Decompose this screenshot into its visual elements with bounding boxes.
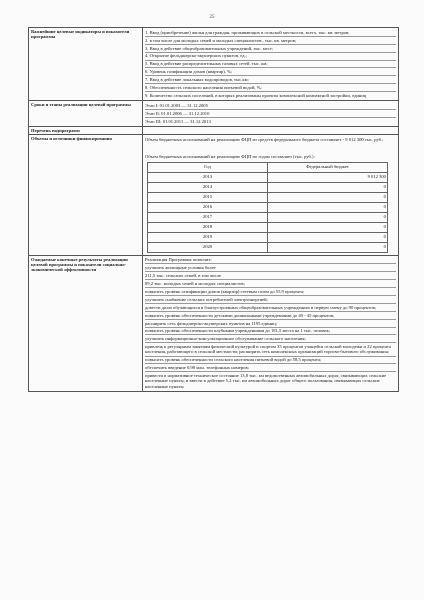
result-item: довести долю обучающихся в благоустроенных общеобразовательных учреждениях в первую смену до 90 процентов; bbox=[145, 304, 396, 312]
stages-list bbox=[143, 101, 399, 127]
subprograms-value bbox=[143, 126, 399, 134]
result-item: повысить уровень обеспеченности клубными учреждениями до 181,5 места на 1 тыс. человек; bbox=[145, 328, 396, 336]
year-cell: 2019 bbox=[148, 232, 268, 242]
financing-table-row bbox=[148, 192, 388, 202]
result-item: повысить уровень обеспеченности детскими дошкольными учреждениями до 40 - 45 процентов; bbox=[145, 312, 396, 320]
stages-label: Сроки и этапы реализации целевой программы bbox=[29, 101, 143, 127]
stage-item: Этап I: 01.01.2003 — 31.12.2005 bbox=[145, 102, 396, 110]
year-cell: 2015 bbox=[148, 192, 268, 202]
stages-row bbox=[29, 101, 399, 127]
year-cell: 2020 bbox=[148, 242, 268, 252]
result-item: Реализация Программы позволит: bbox=[145, 257, 396, 265]
result-item: привлечь к регулярным занятиям физической культурой и спортом 35 процентов учащейся сельской молодежи и 22 процента населения, работающего в сельской местности; расширить сеть комплексных организаций торгово-бытового обслуживания; bbox=[145, 343, 396, 356]
stage-item: Этап II: 01.01.2006 — 31.12.2010 bbox=[145, 110, 396, 118]
indicator-item: 3. Ввод в действие общеобразовательных учреждений, тыс. мест; bbox=[145, 45, 396, 53]
year-cell: 2014 bbox=[148, 182, 268, 192]
budget-cell: 9 012 300 bbox=[267, 172, 387, 182]
financing-text-total: Объем бюджетных ассигнований на реализацию ФЦП из средств федерального бюджета составляет - 9 012 300 тыс. руб.; bbox=[145, 136, 384, 142]
result-item: улучшить снабжение сельских потребителей электроэнергией; bbox=[145, 296, 396, 304]
financing-table-row bbox=[148, 202, 388, 212]
result-item: обеспечить введение 0,98 млн. телефонных номеров; bbox=[145, 364, 396, 372]
year-cell: 2013 bbox=[148, 172, 268, 182]
indicator-item: 4. Открытие фельдшерско-акушерских пунктов, ед.; bbox=[145, 53, 396, 61]
program-summary-table bbox=[28, 27, 399, 392]
budget-cell: 0 bbox=[267, 192, 387, 202]
financing-table-row bbox=[148, 242, 388, 252]
indicator-item: 8. Обеспеченность сельского населения питьевой водой, %; bbox=[145, 84, 396, 92]
budget-cell: 0 bbox=[267, 242, 387, 252]
year-cell: 2016 bbox=[148, 202, 268, 212]
financing-table-row bbox=[148, 222, 388, 232]
result-item: расширить сеть фельдшерско-акушерских пунктов на 1195 единиц; bbox=[145, 320, 396, 328]
result-item: привести в нормативное техническое состояние 13,8 тыс. км ведомственных автомобильных дорог, связывающих сельские населенные пункты, и ввести в действие 5,2 тыс. км автомобильных дорог общего пользования, связывающих сельские населенные пункты bbox=[145, 373, 387, 389]
financing-table-row bbox=[148, 182, 388, 192]
result-item: 211,5 тыс. сельских семей, в том числе bbox=[145, 272, 396, 280]
page-number: 25 bbox=[209, 15, 215, 20]
indicators-list bbox=[143, 28, 399, 101]
financing-row bbox=[29, 134, 399, 255]
financing-by-year-table bbox=[147, 162, 388, 253]
budget-cell: 0 bbox=[267, 232, 387, 242]
budget-cell: 0 bbox=[267, 182, 387, 192]
result-item: улучшить жилищные условия более bbox=[145, 264, 396, 272]
results-row bbox=[29, 255, 399, 391]
result-item: повысить уровень газификации домов (квартир) сетевым газом до 55,9 процента; bbox=[145, 288, 396, 296]
budget-cell: 0 bbox=[267, 202, 387, 212]
indicator-item: 1. Ввод (приобретение) жилья для граждан, проживающих в сельской местности, всего, тыс. кв. метров; bbox=[145, 29, 396, 37]
indicator-item: 2. в том числе для молодых семей и молодых специалистов:, тыс. кв. метров; bbox=[145, 37, 396, 45]
year-cell: 2017 bbox=[148, 212, 268, 222]
result-item: повысить уровень обеспеченности сельского населения питьевой водой до 58,5 процента; bbox=[145, 357, 396, 365]
year-column-header: Год bbox=[148, 162, 268, 172]
indicator-item: 9. Количество сельских поселений, в которых реализованы проекты комплексной компактной застройки, единиц bbox=[145, 92, 367, 98]
results-list bbox=[143, 255, 399, 391]
result-item: 89,2 тыс. молодых семей и молодых специалистов; bbox=[145, 280, 396, 288]
year-cell: 2018 bbox=[148, 222, 268, 232]
budget-cell: 0 bbox=[267, 212, 387, 222]
indicators-row bbox=[29, 28, 399, 101]
financing-text-by-year: Объем бюджетных ассигнований на реализацию ФЦП по годам составляет (тыс. руб.): bbox=[145, 154, 315, 160]
subprograms-row bbox=[29, 126, 399, 134]
indicators-label: Важнейшие целевые индикаторы и показатели программы bbox=[29, 28, 143, 101]
financing-table-row bbox=[148, 212, 388, 222]
financing-table-header bbox=[148, 162, 388, 172]
subprograms-label: Перечень подпрограмм bbox=[29, 126, 143, 134]
financing-table-row bbox=[148, 172, 388, 182]
indicator-item: 7. Ввод в действие локальных водопроводов, тыс.км; bbox=[145, 76, 396, 84]
financing-table-row bbox=[148, 232, 388, 242]
budget-column-header: Федеральный бюджет bbox=[267, 162, 387, 172]
indicator-item: 6. Уровень газификации домов (квартир), %; bbox=[145, 68, 396, 76]
financing-cell bbox=[143, 134, 399, 255]
results-label: Ожидаемые конечные результаты реализации целевой программы и показатели социально-экономической эффективности bbox=[29, 255, 143, 391]
result-item: улучшить информационно-консультационное обслуживание сельского населения; bbox=[145, 335, 396, 343]
indicator-item: 5. Ввод в действие распределительных газовых сетей, тыс. км; bbox=[145, 61, 396, 69]
stage-item: Этап III: 01.01.2011 — 31.12.2013 bbox=[145, 118, 211, 124]
financing-label: Объемы и источники финансирования bbox=[29, 134, 143, 255]
budget-cell: 0 bbox=[267, 222, 387, 232]
